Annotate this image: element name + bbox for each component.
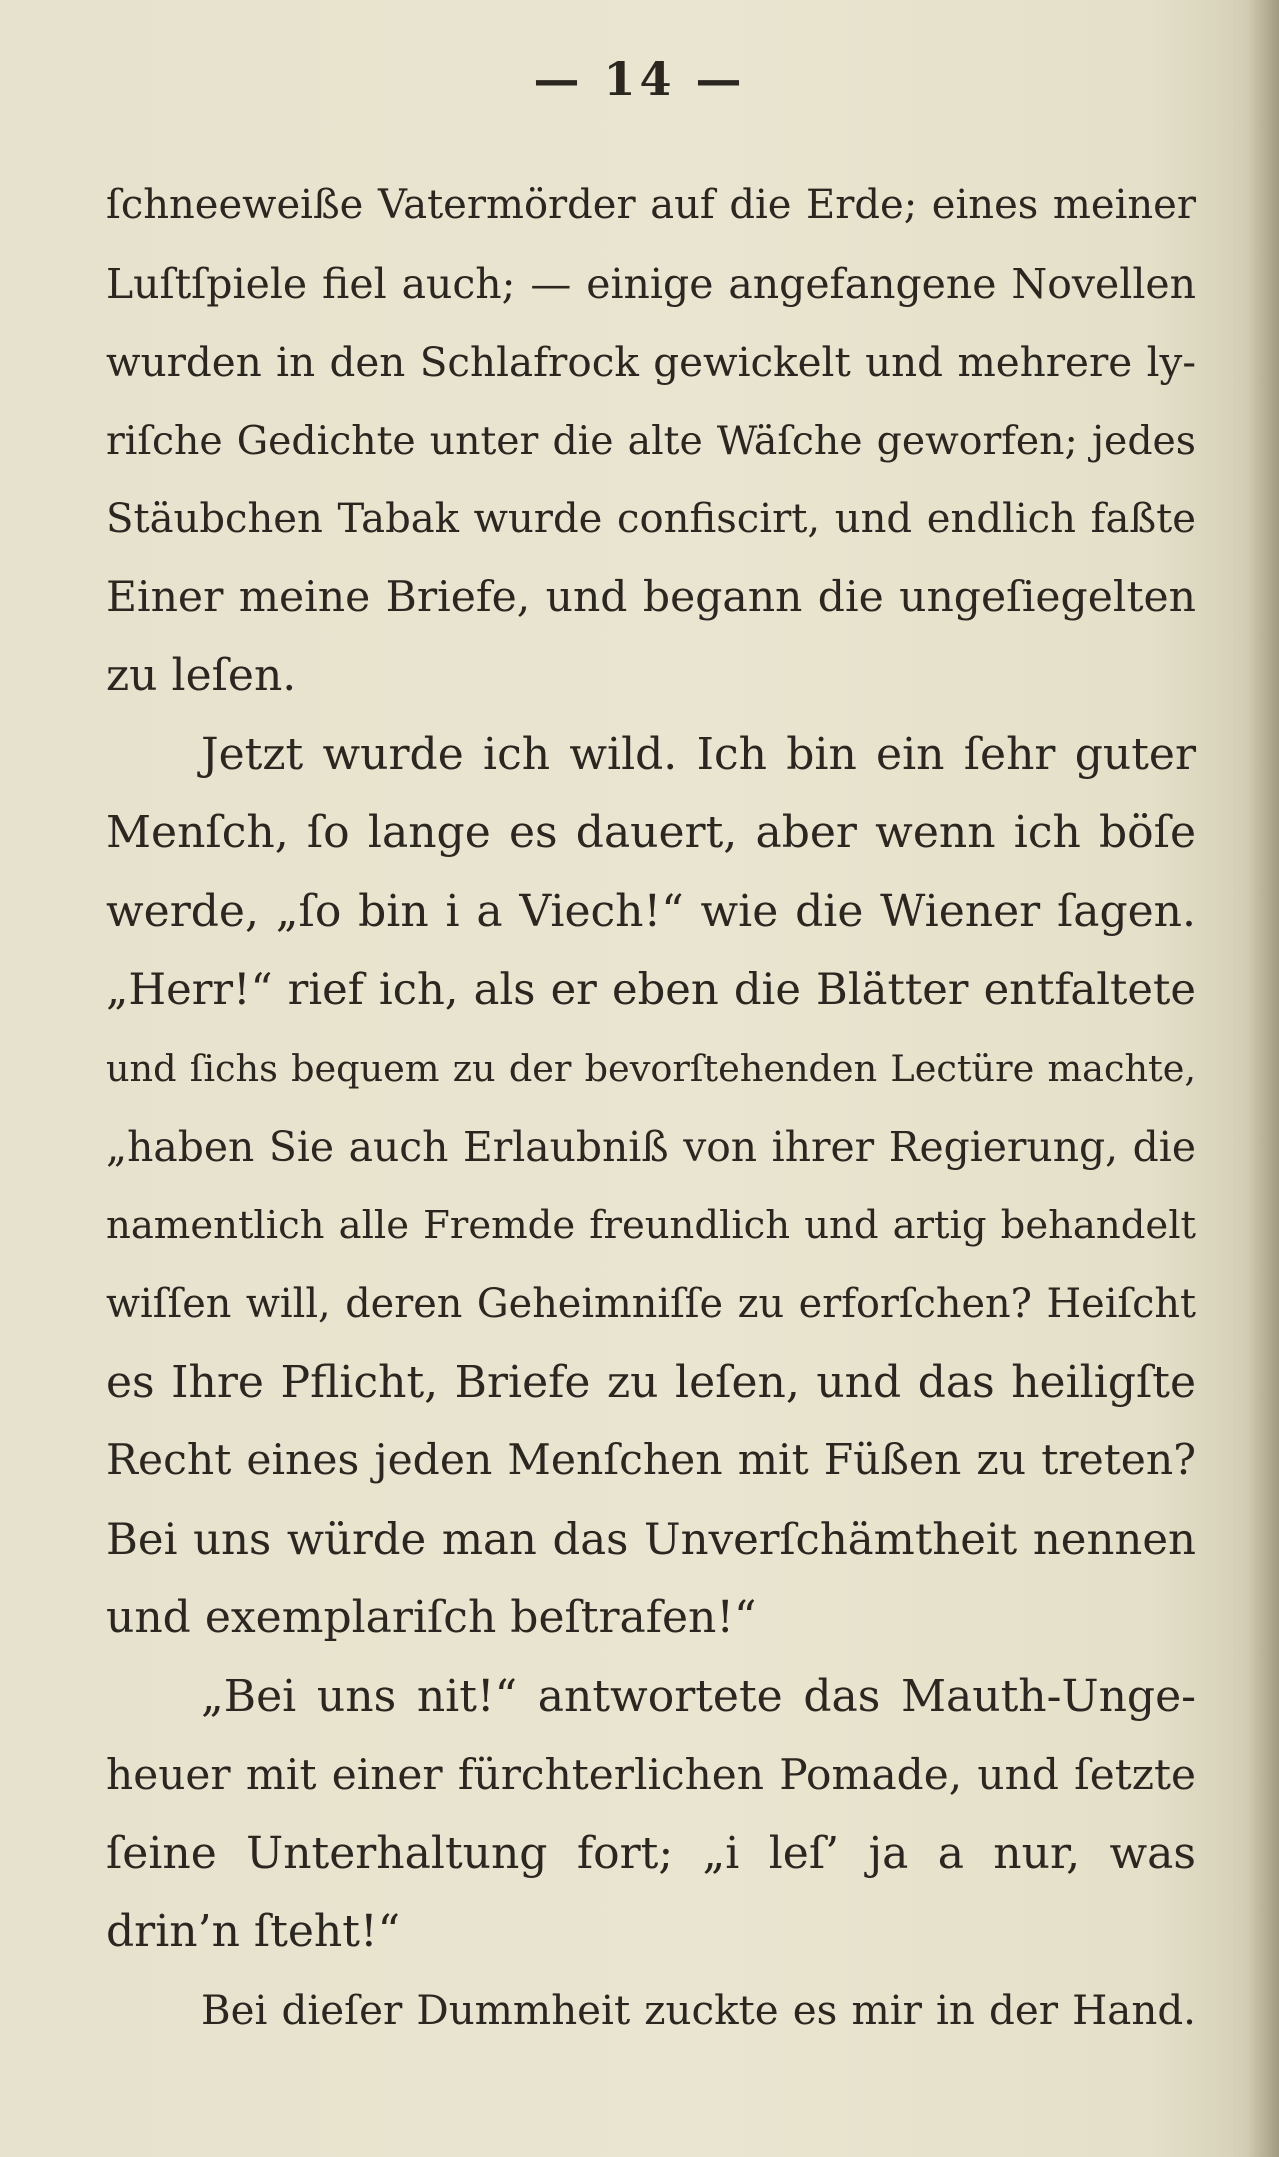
text-line: wurden in den Schlafrock gewickelt und mehrere ly- <box>106 338 1196 386</box>
text-line: drin’n ſteht!“ <box>106 1906 401 1957</box>
text-line: Stäubchen Tabak wurde confiscirt, und endlich faßte <box>106 496 1196 542</box>
text-line: namentlich alle Fremde freundlich und artig behandelt <box>106 1202 1196 1248</box>
text-line: riſche Gedichte unter die alte Wäſche geworfen; jedes <box>106 417 1196 464</box>
text-line: Jetzt wurde ich wild. Ich bin ein ſehr guter <box>201 728 1196 780</box>
text-line: und ſichs bequem zu der bevorſtehenden Lectüre machte, <box>106 1046 1196 1090</box>
text-line: Recht eines jeden Menſchen mit Füßen zu treten? <box>106 1436 1196 1485</box>
text-line: ſchneeweiße Vatermörder auf die Erde; eines meiner <box>106 182 1196 228</box>
text-line: „Herr!“ rief ich, als er eben die Blätter entfaltete <box>106 965 1196 1015</box>
text-line: es Ihre Pflicht, Briefe zu leſen, und das heiligſte <box>106 1356 1196 1408</box>
text-line: Bei uns würde man das Unverſchämtheit nennen <box>106 1514 1196 1565</box>
text-line: und exemplariſch beſtrafen!“ <box>106 1592 757 1643</box>
text-line: werde, „ſo bin i a Viech!“ wie die Wiener ſagen. <box>106 885 1196 937</box>
text-line: heuer mit einer fürchterlichen Pomade, und ſetzte <box>106 1750 1196 1799</box>
text-line: „haben Sie auch Erlaubniß von ihrer Regierung, die <box>106 1123 1196 1171</box>
text-line: Einer meine Briefe, und begann die ungeſiegelten <box>106 572 1196 622</box>
body-text <box>106 166 1196 2050</box>
text-line: Menſch, ſo lange es dauert, aber wenn ich böſe <box>106 807 1196 858</box>
page-number: — 14 — <box>533 52 746 106</box>
text-line: ſeine Unterhaltung fort; „i leſ’ ja a nur, was <box>106 1827 1196 1879</box>
text-line: zu leſen. <box>106 650 297 701</box>
text-line: „Bei uns nit!“ antwortete das Mauth-Unge- <box>201 1670 1196 1722</box>
text-line: Bei dieſer Dummheit zuckte es mir in der Hand. <box>201 1986 1196 2034</box>
text-line: Luſtſpiele fiel auch; — einige angefangene Novellen <box>106 259 1196 308</box>
text-line: wiſſen will, deren Geheimniſſe zu erforſchen? Heiſcht <box>106 1281 1196 1327</box>
page-edge-shadow <box>1247 0 1279 2157</box>
